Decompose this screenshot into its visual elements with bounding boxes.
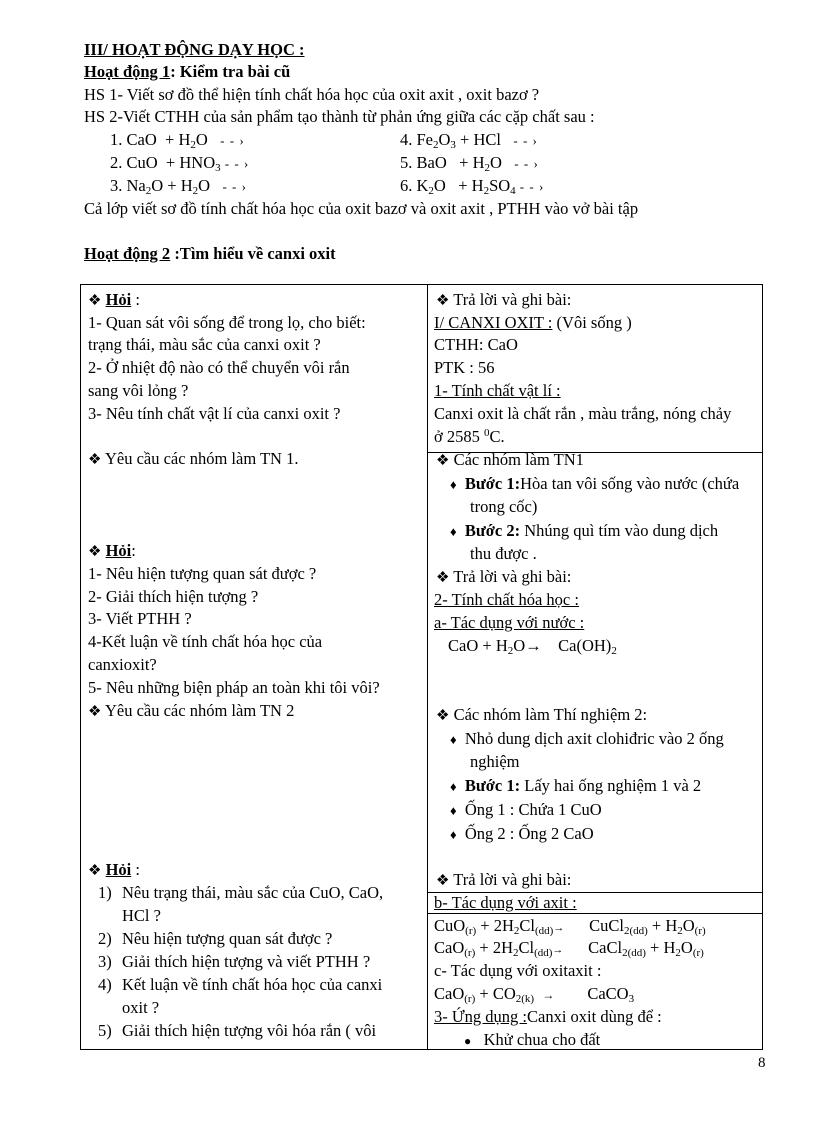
hs2-task: HS 2-Viết CTHH của sản phẩm tạo thành từ phản ứng giữa các cặp chất sau :	[84, 107, 595, 126]
dashed-arrow-icon: - - ›	[222, 179, 247, 194]
step2-line-2: thu được .	[470, 544, 537, 563]
q3-num-3: 3)	[98, 952, 112, 971]
diamond-bullet-icon: ♦	[450, 732, 457, 747]
dashed-arrow-icon: - - ›	[220, 133, 245, 148]
tn2-title: ❖ Các nhóm làm Thí nghiệm 2:	[436, 705, 648, 724]
tn2-request: ❖ Yêu cầu các nhóm làm TN 2	[88, 701, 295, 720]
reaction-5: 5. BaO + $H_2O$ - - ›	[400, 153, 539, 174]
activity1-label: Hoạt động 1	[84, 62, 171, 81]
q1-line-1: 1- Quan sát vôi sống để trong lọ, cho biết:	[88, 313, 366, 332]
star-bullet-icon: ❖	[88, 863, 102, 879]
q2-line-2: 2- Giải thích hiện tượng ?	[88, 587, 259, 606]
tube-1: ♦ Ống 1 : Chứa 1 CuO	[450, 800, 602, 819]
step1-line-1: ♦ Bước 1:Hòa tan vôi sống vào nước (chứa	[450, 474, 740, 493]
column-divider	[427, 284, 428, 1050]
star-bullet-icon: ❖	[436, 293, 450, 309]
reaction-4: 4. $Fe_2O_3$ + HCl - - ›	[400, 130, 538, 151]
q3-item-3: Giải thích hiện tượng và viết PTHH ?	[122, 952, 371, 971]
equation-acid-2: $CaO_{(r)} + 2H_2Cl_{(dd)}\to$ CaCl$_{2(dd)}$ + $H_2O_{(r)}$	[434, 938, 704, 959]
tn2-line-1: ♦ Nhỏ dung dịch axit clohiđric vào 2 ống	[450, 729, 724, 748]
dashed-arrow-icon: - - ›	[514, 156, 539, 171]
star-bullet-icon: ❖	[436, 453, 450, 469]
q2-line-3: 3- Viết PTHH ?	[88, 609, 192, 628]
q1-line-4: sang vôi lỏng ?	[88, 381, 189, 400]
activity1-title	[84, 62, 290, 82]
step2-line-1: ♦ Bước 2: Nhúng quì tím vào dung dịch	[450, 521, 719, 540]
reaction-2: 2. CuO + $HNO_3$ - - ›	[110, 153, 250, 174]
diamond-bullet-icon: ♦	[450, 779, 457, 794]
q3-num-4: 4)	[98, 975, 112, 994]
q3-num-2: 2)	[98, 929, 112, 948]
star-bullet-icon: ❖	[88, 452, 102, 468]
activity2-title	[84, 244, 336, 264]
tn2-step1: ♦ Bước 1: Lấy hai ống nghiệm 1 và 2	[450, 776, 702, 795]
application-title: 3- Ứng dụng :Canxi oxit dùng để :	[434, 1007, 662, 1026]
q2-line-4: 4-Kết luận về tính chất hóa học của	[88, 632, 323, 651]
activity1-title-rest: : Kiểm tra bài cũ	[170, 62, 291, 81]
activity2-title-rest: :Tìm hiểu về canxi oxit	[170, 244, 336, 263]
canxi-oxit-title: I/ CANXI OXIT : (Vôi sống )	[434, 313, 632, 332]
tn1-title: ❖ Các nhóm làm TN1	[436, 450, 584, 469]
right-row-divider-3	[427, 913, 763, 914]
step1-line-2: trong cốc)	[470, 497, 538, 516]
answer-heading-1: ❖ Trả lời và ghi bài:	[436, 290, 572, 309]
ptk-line: PTK : 56	[434, 358, 495, 377]
chemical-title: 2- Tính chất hóa học :	[434, 590, 579, 609]
physical-line-1: Canxi oxit là chất rắn , màu trắng, nóng chảy	[434, 404, 732, 423]
q1-line-2: trạng thái, màu sắc của canxi oxit ?	[88, 335, 321, 354]
class-task: Cả lớp viết sơ đồ tính chất hóa học của oxit bazơ và oxit axit , PTHH vào vở bài tập	[84, 199, 639, 218]
q3-num-1: 1)	[98, 883, 112, 902]
q3-item-4-line-2: oxit ?	[122, 998, 160, 1017]
q1-line-5: 3- Nêu tính chất vật lí của canxi oxit ?	[88, 404, 341, 423]
answer-heading-3: ❖ Trả lời và ghi bài:	[436, 870, 572, 889]
section-title: III/ HOẠT ĐỘNG DẠY HỌC :	[84, 40, 305, 59]
oxit-title: c- Tác dụng với oxitaxit :	[434, 961, 602, 980]
question-3-heading: ❖ Hỏi :	[88, 860, 140, 879]
physical-line-2: ở 2585 $^0$C.	[434, 427, 505, 446]
application-item: ● Khử chua cho đất	[464, 1030, 601, 1049]
question-2-heading: ❖ Hỏi:	[88, 541, 136, 560]
star-bullet-icon: ❖	[436, 873, 450, 889]
tn1-request: ❖ Yêu cầu các nhóm làm TN 1.	[88, 449, 299, 468]
q3-item-2: Nêu hiện tượng quan sát được ?	[122, 929, 333, 948]
dashed-arrow-icon: - - ›	[224, 156, 250, 171]
equation-oxit: $CaO_{(r)} + CO_{2(k)}$ → CaCO$_3$	[434, 984, 635, 1005]
diamond-bullet-icon: ♦	[450, 827, 457, 842]
star-bullet-icon: ❖	[88, 704, 102, 720]
reaction-6: 6. $K_2O$ + $H_2SO_4$ - - ›	[400, 176, 545, 197]
dashed-arrow-icon: - - ›	[519, 179, 545, 194]
diamond-bullet-icon: ♦	[450, 477, 457, 492]
cthh-line: CTHH: CaO	[434, 335, 518, 354]
water-title: a- Tác dụng với nước :	[434, 613, 585, 632]
page-number: 8	[758, 1055, 766, 1071]
tube-2: ♦ Ống 2 : Ống 2 CaO	[450, 824, 594, 843]
reaction-1: 1. CaO + $H_2O$ - - ›	[110, 130, 245, 151]
star-bullet-icon: ❖	[436, 708, 450, 724]
q3-item-4-line-1: Kết luận về tính chất hóa học của canxi	[122, 975, 383, 994]
acid-title: b- Tác dụng với axit :	[434, 893, 577, 912]
reaction-3: 3. $Na_2O + H_2O$ - - ›	[110, 176, 247, 197]
q2-line-5: canxioxit?	[88, 655, 157, 674]
q3-item-1-line-1: Nêu trạng thái, màu sắc của CuO, CaO,	[122, 883, 384, 902]
activity2-label: Hoạt động 2	[84, 244, 171, 263]
dashed-arrow-icon: - - ›	[513, 133, 538, 148]
q2-line-1: 1- Nêu hiện tượng quan sát được ?	[88, 564, 317, 583]
hs1-task: HS 1- Viết sơ đồ thể hiện tính chất hóa học của oxit axit , oxit bazơ ?	[84, 85, 540, 104]
star-bullet-icon: ❖	[88, 544, 102, 560]
star-bullet-icon: ❖	[88, 293, 102, 309]
dot-bullet-icon: ●	[464, 1034, 472, 1048]
question-1-heading: ❖ Hỏi :	[88, 290, 140, 309]
physical-title: 1- Tính chất vật lí :	[434, 381, 561, 400]
diamond-bullet-icon: ♦	[450, 803, 457, 818]
equation-water: CaO + $H_2O\to$ $Ca(OH)_2$	[448, 636, 617, 657]
tn2-line-2: nghiệm	[470, 752, 520, 771]
answer-heading-2: ❖ Trả lời và ghi bài:	[436, 567, 572, 586]
star-bullet-icon: ❖	[436, 570, 450, 586]
q2-line-6: 5- Nêu những biện pháp an toàn khi tôi vôi?	[88, 678, 380, 697]
q3-item-5: Giải thích hiện tượng vôi hóa rắn ( vôi	[122, 1021, 377, 1040]
q3-num-5: 5)	[98, 1021, 112, 1040]
equation-acid-1: $CuO_{(r)} + 2H_2Cl_{(dd)}\to$ CuCl$_{2(dd)}$ + $H_2O_{(r)}$	[434, 916, 706, 937]
q1-line-3: 2- Ở nhiệt độ nào có thể chuyển vôi rắn	[88, 358, 350, 377]
diamond-bullet-icon: ♦	[450, 524, 457, 539]
q3-item-1-line-2: HCl ?	[122, 906, 161, 925]
